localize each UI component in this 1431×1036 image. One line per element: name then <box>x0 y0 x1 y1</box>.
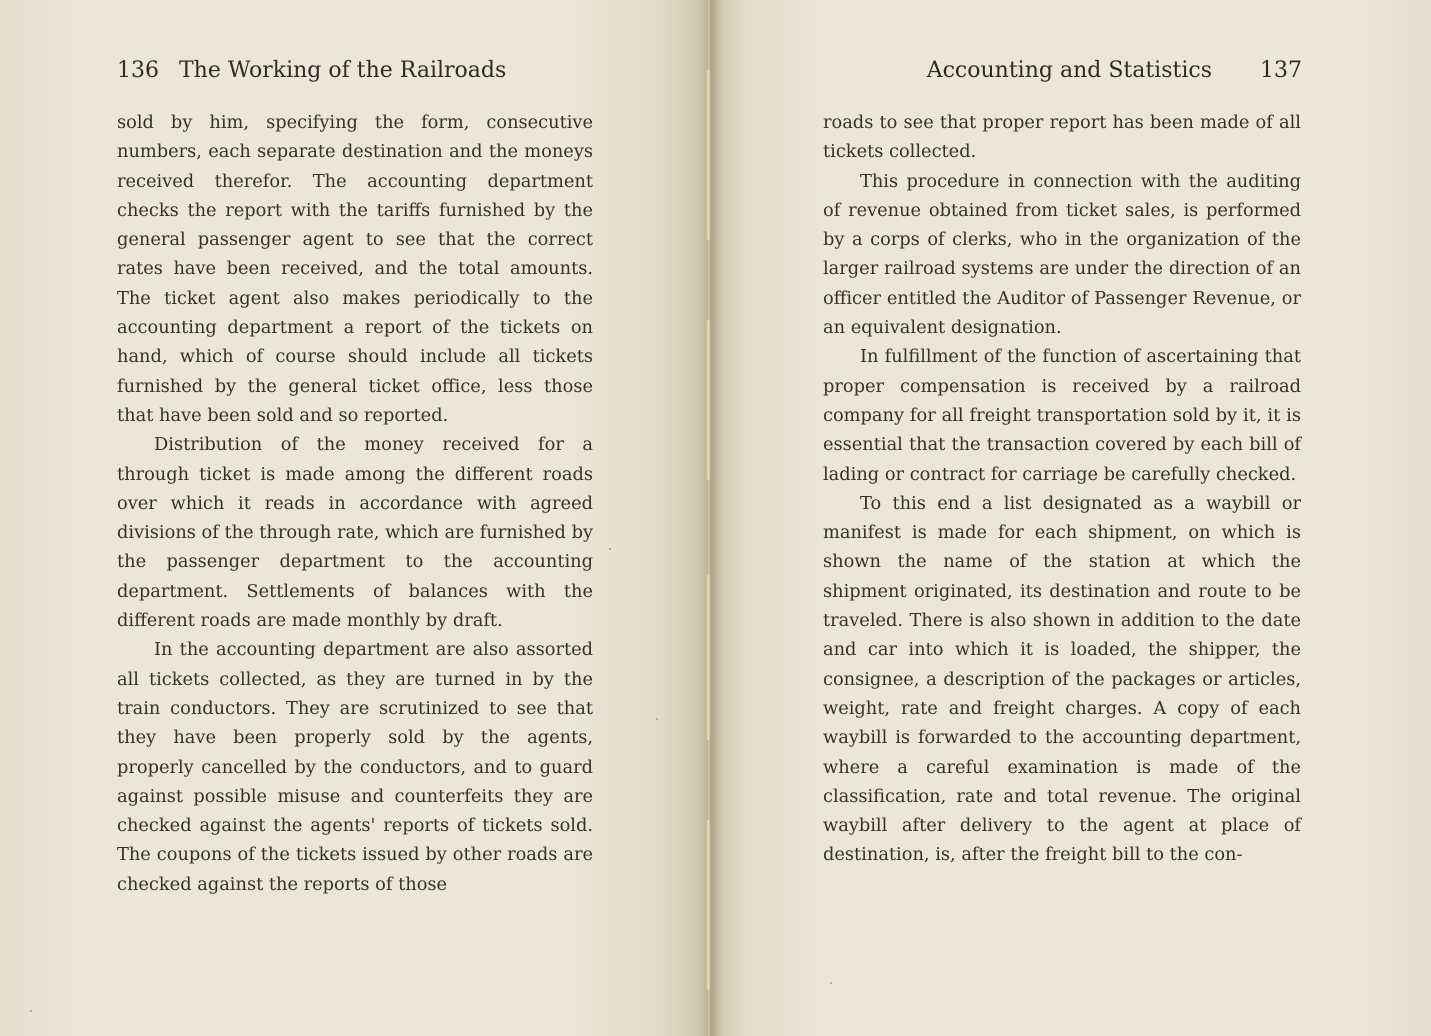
binding-thread <box>706 820 711 990</box>
running-title: The Working of the Railroads <box>179 58 507 83</box>
running-title: Accounting and Statistics <box>926 58 1212 83</box>
paper-speck <box>609 548 611 550</box>
paragraph: sold by him, specifying the form, consecutive numbers, each separate destination and the moneys received therefor. The accounting department checks the report with the tariffs furnished by the general passenger agent to see that the correct rates have been received, and the total amounts. The ticket agent also makes periodically to the accounting department a report of the tickets on hand, which of course should include all tickets furnished by the general ticket office, less those that have been sold and so reported. <box>117 112 593 426</box>
paragraph: To this end a list designated as a waybill or manifest is made for each shipment, on which is shown the name of the station at which the shipment originated, its destination and route to be traveled. There is also shown in addition to the date and car into which it is loaded, the shipper, the consignee, a description of the packages or articles, weight, rate and freight charges. A copy of each waybill is forwarded to the accounting department, where a careful examination is made of the classification, rate and total revenue. The original waybill after delivery to the agent at place of destination, is, after the freight bill to the con- <box>823 492 1301 866</box>
body-text <box>117 108 593 899</box>
right-page <box>710 0 1431 1036</box>
binding-thread <box>706 70 711 240</box>
paragraph: roads to see that proper report has been made of all tickets collected. <box>823 112 1301 163</box>
paragraph: In fulfillment of the function of ascertaining that proper compensation is received by a railroad company for all freight transportation sold by it, it is essential that the transaction covered by each bill of lading or contract for carriage be carefully checked. <box>823 346 1301 485</box>
body-text <box>823 108 1301 870</box>
paragraph: In the accounting department are also assorted all tickets collected, as they are turned in by the train conductors. They are scrutinized to see that they have been properly sold by the agents, properly cancelled by the conductors, and to guard against possible misuse and counterfeits they are checked against the agents' reports of tickets sold. The coupons of the tickets issued by other roads are checked against the reports of those <box>117 639 593 895</box>
running-head <box>117 58 592 90</box>
paper-speck <box>656 718 658 720</box>
paragraph: This procedure in connection with the auditing of revenue obtained from ticket sales, is performed by a corps of clerks, who in the organization of the larger railroad systems are under the direction of an officer entitled the Auditor of Passenger Revenue, or an equivalent designation. <box>823 170 1301 339</box>
binding-thread <box>706 575 711 740</box>
page-number: 137 <box>1260 58 1302 83</box>
left-page <box>0 0 708 1036</box>
page-number: 136 <box>117 58 159 83</box>
paper-speck <box>30 1010 32 1012</box>
running-head <box>824 58 1302 90</box>
binding-thread <box>706 320 711 480</box>
paper-speck <box>830 982 832 984</box>
paragraph: Distribution of the money received for a through ticket is made among the different roads over which it reads in accordance with agreed divisions of the through rate, which are furnished by the passenger department to the accounting department. Settlements of balances with the different roads are made monthly by draft. <box>117 434 594 632</box>
